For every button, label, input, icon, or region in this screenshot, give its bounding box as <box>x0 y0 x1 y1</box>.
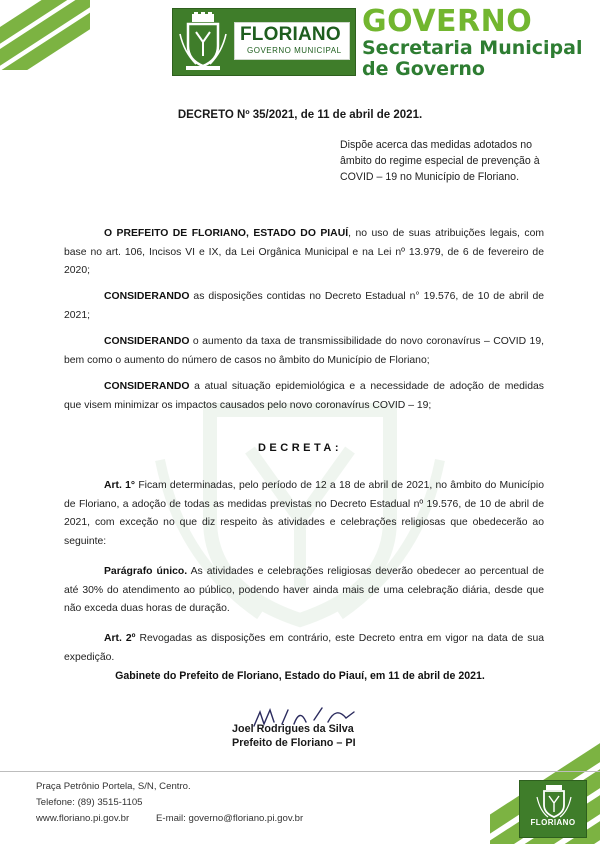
preamble-text: , no uso de suas atribuições legais, com base no art. 106, Incisos VI e IX, da Lei Orgânica Municipal e na Lei nº 13.979, de 6 de fevereiro de 2020; <box>64 228 545 276</box>
considerando-paragraph <box>64 288 544 325</box>
logo-subtitle: GOVERNO MUNICIPAL <box>247 46 342 55</box>
secretariat-line-1: Secretaria Municipal <box>362 37 583 59</box>
considerando-text: o aumento da taxa de transmissibilidade do novo coronavírus – COVID 19, bem como o aumento do número de casos no âmbito do Município de Floriano; <box>64 336 544 366</box>
considerando-text: a atual situação epidemiológica e a necessidade de adoção de medidas que visem minimizar os impactos causados pelo novo coronavírus COVID – 19; <box>64 381 544 411</box>
footer-phone: Telefone: (89) 3515-1105 <box>36 797 143 808</box>
article-2-text: Revogadas as disposições em contrário, este Decreto entra em vigor na data de sua expedição. <box>64 633 544 663</box>
decreta-heading: DECRETA: <box>257 442 342 454</box>
logo-name: FLORIANO <box>240 24 341 45</box>
footer-logo-box <box>519 780 587 838</box>
article-1-text: Ficam determinadas, pelo período de 12 a 18 de abril de 2021, no âmbito do Município de Floriano, a adoção de todas as medidas previstas no Decreto Estadual nº 19.576, de 10 de abril de 2021, com exceção no que diz respeito às atividades e celebrações religiosas que obedecerão ao seguinte: <box>64 480 544 547</box>
article-2-label: Art. 2º <box>104 633 136 644</box>
considerando-paragraph <box>64 333 544 370</box>
preamble-paragraph <box>64 225 544 281</box>
preamble-authority: O PREFEITO DE FLORIANO, ESTADO DO PIAUÍ <box>104 228 349 239</box>
considerando-label: CONSIDERANDO <box>104 336 190 347</box>
secretariat-line-2: de Governo <box>362 58 485 80</box>
considerando-text: as disposições contidas no Decreto Estadual n° 19.576, de 10 de abril de 2021; <box>64 291 544 321</box>
footer-crest-icon <box>520 781 588 839</box>
decorative-stripes-top <box>0 0 90 70</box>
footer-website[interactable]: www.floriano.pi.gov.br <box>36 813 130 824</box>
footer-email[interactable]: E-mail: governo@floriano.pi.gov.br <box>156 813 304 824</box>
sole-paragraph-label: Parágrafo único. <box>104 566 188 577</box>
decree-summary: Dispõe acerca das medidas adotados no âmbito do regime especial de prevenção à COVID – 19 no Município de Floriano. <box>340 139 540 183</box>
signer-name: Joel Rodrigues da Silva <box>232 723 354 735</box>
signature-location-date: Gabinete do Prefeito de Floriano, Estado do Piauí, em 11 de abril de 2021. <box>115 670 485 682</box>
city-crest-icon <box>178 12 228 72</box>
article-1-label: Art. 1° <box>104 480 136 491</box>
footer-address: Praça Petrônio Portela, S/N, Centro. <box>36 781 191 792</box>
sole-paragraph-text: As atividades e celebrações religiosas deverão obedecer ao percentual de até 30% do atendimento ao público, podendo haver ainda mais de uma celebração diária, desde que não exceda duas horas de duração. <box>64 566 544 614</box>
article-2 <box>64 630 544 667</box>
article-1 <box>64 477 544 551</box>
decree-title: DECRETO Nº 35/2021, de 11 de abril de 2021. <box>177 109 423 121</box>
signer-role: Prefeito de Floriano – PI <box>232 737 356 749</box>
considerando-paragraph <box>64 378 544 415</box>
considerando-label: CONSIDERANDO <box>104 291 190 302</box>
footer-logo-text: FLORIANO <box>530 818 576 827</box>
government-title: GOVERNO <box>362 4 533 39</box>
sole-paragraph <box>64 563 544 619</box>
considerando-label: CONSIDERANDO <box>104 381 190 392</box>
footer-divider <box>0 771 600 772</box>
